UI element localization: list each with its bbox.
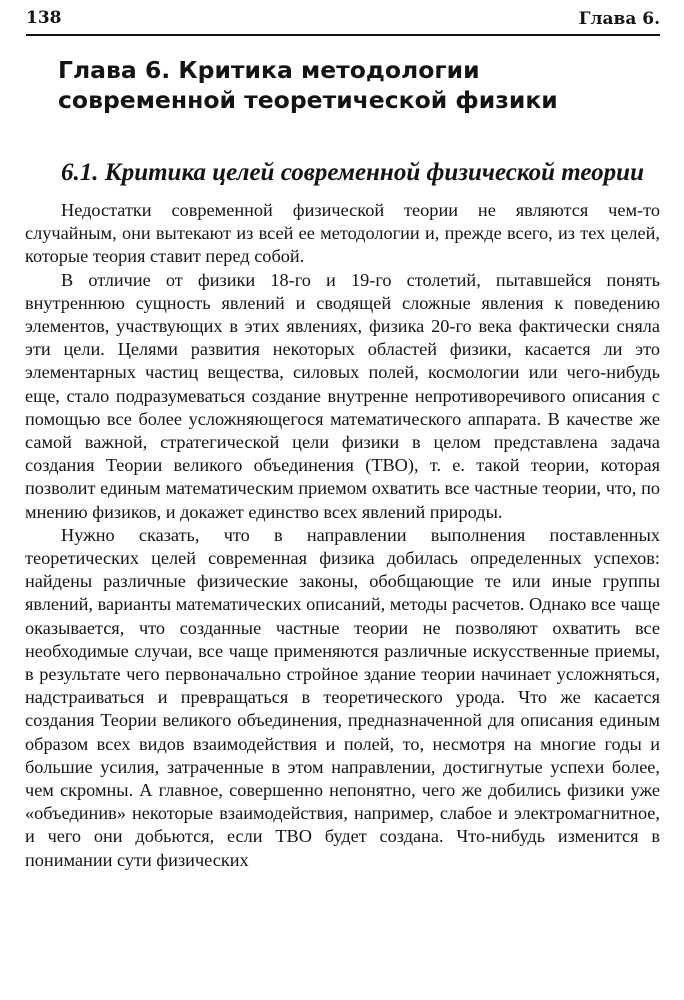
chapter-title: Глава 6. Критика методологии современной теоретической физики <box>58 56 558 114</box>
paragraph-1: Недостатки современной физической теории не являются чем-то случайным, они вытекают из всей ее методологии и, прежде всего, из тех целей, которые теория ставит перед собой. <box>25 200 660 267</box>
page-number: 138 <box>26 8 62 28</box>
paragraph-2: В отличие от физики 18-го и 19-го столетий, пытавшейся понять внутреннюю сущность явлений и сводящей сложные явления к поведению элементов, участвующих в этих явлениях, физика 20-го века фактически сняла эти цели. Целями развития некоторых областей физики, касается ли это элементарных частиц вещества, силовых полей, космологии или чего-нибудь еще, стало подразумеваться создание внутренне непротиворечивого описания с помощью все более усложняющегося математического аппарата. В качестве же самой важной, стратегической цели физики в целом представлена задача создания Теории великого объединения (ТВО), т. е. такой теории, которая позволит единым математическим приемом охватить все частные теории, что, по мнению физиков, и докажет единство всех явлений природы. <box>25 269 660 522</box>
page-header <box>26 8 660 36</box>
section-title: 6.1. Критика целей современной физической теории <box>61 159 644 186</box>
running-title: Глава 6. <box>578 9 660 29</box>
paragraph-3: Нужно сказать, что в направлении выполнения поставленных теоретических целей современная физика добилась определенных успехов: найдены различные физические законы, обобщающие те или иные группы явлений, варианты математических описаний, методы расчетов. Однако все чаще оказывается, что созданные частные теории не позволяют охватить все необходимые случаи, все чаще применяются различные искусственные приемы, в результате чего первоначально стройное здание теории начинает усложняться, надстраиваться и превращаться в теоретического урода. Что же касается создания Теории великого объединения, предназначенной для описания единым образом всех видов взаимодействия и полей, то, несмотря на многие годы и большие усилия, затраченные в этом направлении, достигнутые успехи более, чем скромны. А главное, совершенно непонятно, чего же добились физики уже «объединив» некоторые взаимодействия, например, слабое и электромагнитное, и чего они добьются, если ТВО будет создана. Что-нибудь изменится в понимании сути физических <box>25 524 660 870</box>
body-text <box>25 199 660 872</box>
